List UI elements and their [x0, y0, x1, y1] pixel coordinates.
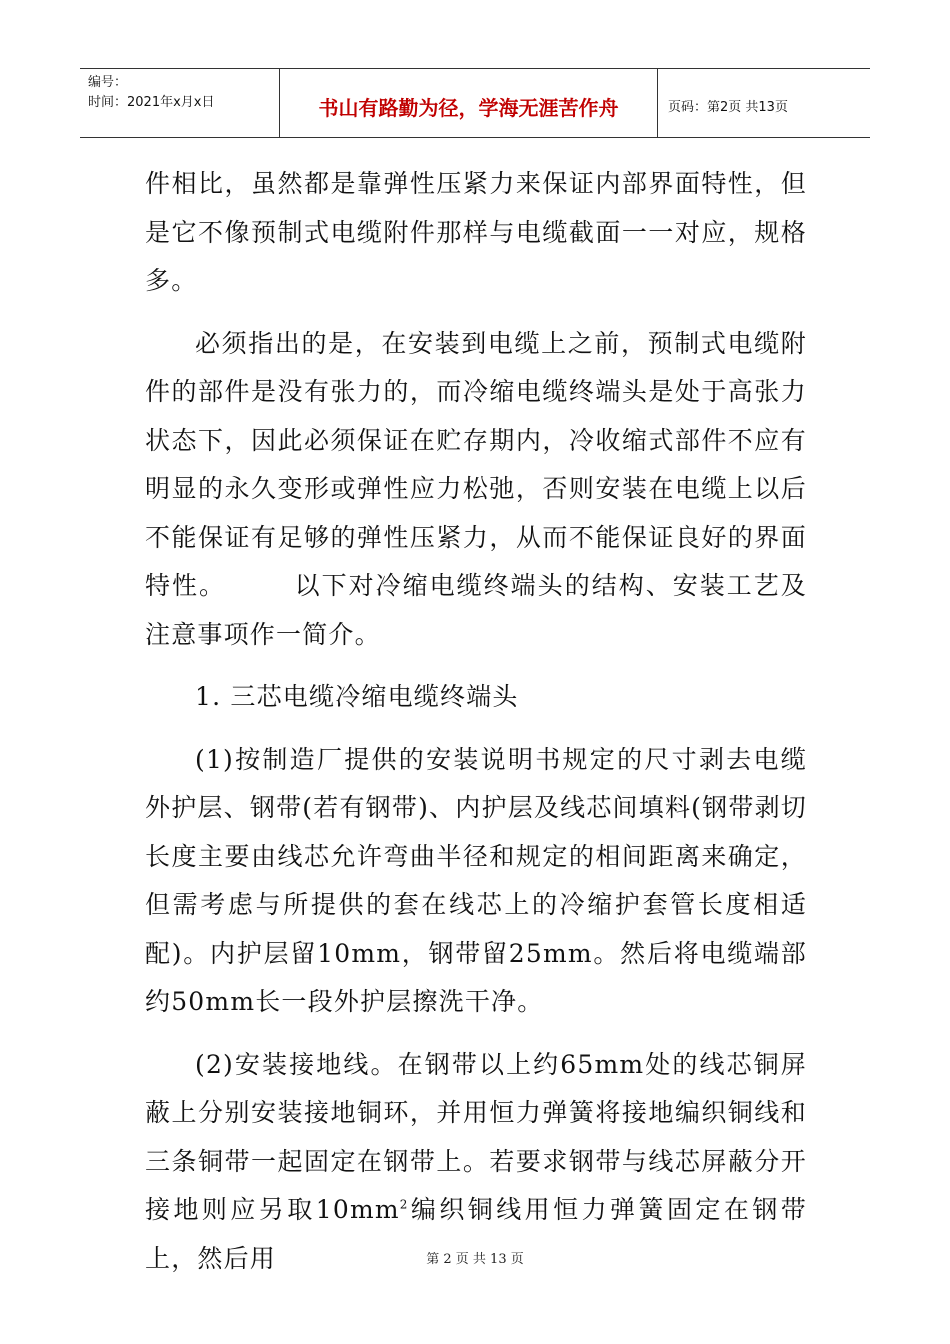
- paragraph-4: [145, 1041, 807, 1284]
- paragraph-4-part-b: 编织铜线用恒力弹簧固定在钢带上，然后用: [145, 1195, 807, 1273]
- page-footer: 第 2 页 共 13 页: [426, 1252, 524, 1267]
- section-heading: 1. 三芯电缆冷缩电缆终端头: [195, 682, 519, 711]
- superscript-2: 2: [399, 1197, 409, 1212]
- header-motto: 书山有路勤为径，学海无涯苦作舟: [280, 69, 658, 137]
- document-body: [145, 160, 807, 1283]
- paragraph-2: 必须指出的是，在安装到电缆上之前，预制式电缆附件的部件是没有张力的，而冷缩电缆终端头是处于高张力状态下，因此必须保证在贮存期内，冷收缩式部件不应有明显的永久变形或弹性应力松弛，否则安装在电缆上以后不能保证有足够的弹性压紧力，从而不能保证良好的界面特性。 以下对冷缩电缆终端头的结构、安装工艺及注意事项作一简介。: [145, 328, 807, 649]
- paragraph-3: (1)按制造厂提供的安装说明书规定的尺寸剥去电缆外护层、钢带(若有钢带)、内护层及线芯间填料(钢带剥切长度主要由线芯允许弯曲半径和规定的相间距离来确定，但需考虑与所提供的套在线芯上的冷缩护套管长度相适配)。内护层留10mm，钢带留25mm。然后将电缆端部约50mm长一段外护层擦洗干净。: [145, 744, 807, 1016]
- header-page-info: 页码：第2页 共13页: [668, 99, 788, 115]
- paragraph-1: 件相比，虽然都是靠弹性压紧力来保证内部界面特性，但是它不像预制式电缆附件那样与电缆截面一一对应，规格多。: [145, 169, 807, 295]
- number-label: 编号：: [88, 75, 128, 90]
- paragraph-4-part-a: (2)安装接地线。在钢带以上约65mm处的线芯铜屏蔽上分别安装接地铜环，并用恒力弹簧将接地编织铜线和三条铜带一起固定在钢带上。若要求钢带与线芯屏蔽分开接地则应另取10mm: [145, 1049, 807, 1224]
- header-meta-cell: [80, 69, 280, 137]
- document-header: [80, 68, 870, 138]
- time-label: 时间：2021年x月x日: [88, 95, 215, 110]
